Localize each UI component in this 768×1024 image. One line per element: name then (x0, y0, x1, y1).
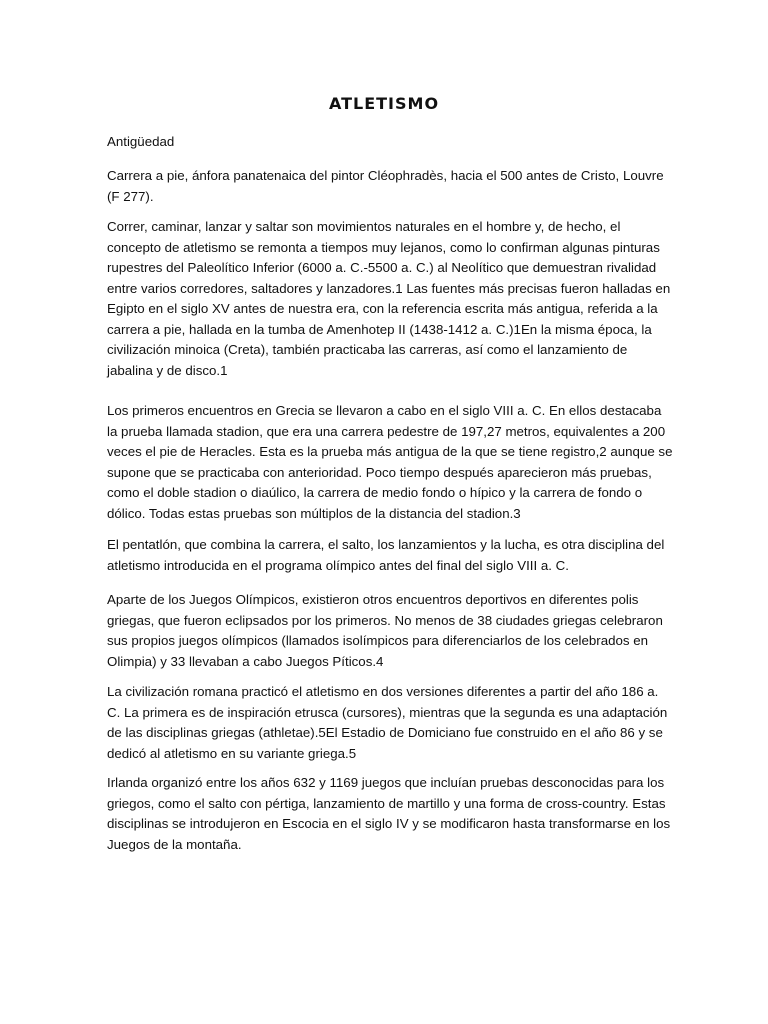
paragraph-6: La civilización romana practicó el atletismo en dos versiones diferentes a partir del año 186 a. C. La primera es de inspiración etrusca (cursores), mientras que la segunda es una adaptación de las disciplinas griegas (athletae).5El Estadio de Domiciano fue construido en el año 86 y se dedicó al atletismo en su variante griega.5 (107, 684, 668, 761)
section-heading: Antigüedad (107, 134, 175, 149)
paragraph-1: Carrera a pie, ánfora panatenaica del pintor Cléophradès, hacia el 500 antes de Cristo, Louvre (F 277). (107, 168, 664, 204)
paragraph-7: Irlanda organizó entre los años 632 y 1169 juegos que incluían pruebas desconocidas para los griegos, como el salto con pértiga, lanzamiento de martillo y una forma de cross-country. Estas disciplinas se introdujeron en Escocia en el siglo IV y se modificaron hasta transformarse en los Juegos de la montaña. (107, 775, 671, 852)
paragraph-4: El pentatlón, que combina la carrera, el salto, los lanzamientos y la lucha, es otra disciplina del atletismo introducida en el programa olímpico antes del final del siglo VIII a. C. (107, 537, 665, 573)
paragraph-2: Correr, caminar, lanzar y saltar son movimientos naturales en el hombre y, de hecho, el concepto de atletismo se remonta a tiempos muy lejanos, como lo confirman algunas pinturas rupestres del Paleolítico Inferior (6000 a. C.-5500 a. C.) al Neolítico que demuestran rivalidad entre varios corredores, saltadores y lanzadores.1 Las fuentes más precisas fueron halladas en Egipto en el siglo XV antes de nuestra era, con la referencia escrita más antigua, referida a la carrera a pie, hallada en la tumba de Amenhotep II (1438-1412 a. C.)1En la misma época, la civilización minoica (Creta), también practicaba las carreras, así como el lanzamiento de jabalina y de disco.1 (107, 219, 671, 378)
document-title: ATLETISMO (328, 94, 440, 113)
paragraph-3: Los primeros encuentros en Grecia se llevaron a cabo en el siglo VIII a. C. En ellos destacaba la prueba llamada stadion, que era una carrera pedestre de 197,27 metros, equivalentes a 200 veces el pie de Heracles. Esta es la prueba más antigua de la que se tiene registro,2 aunque se supone que se practicaba con anterioridad. Poco tiempo después aparecieron más pruebas, como el doble stadion o diaúlico, la carrera de medio fondo o hípico y la carrera de fondo o dólico. Todas estas pruebas son múltiplos de la distancia del stadion.3 (107, 403, 673, 521)
paragraph-5: Aparte de los Juegos Olímpicos, existieron otros encuentros deportivos en diferentes polis griegas, que fueron eclipsados por los primeros. No menos de 38 ciudades griegas celebraron sus propios juegos olímpicos (llamados isolímpicos para diferenciarlos de los celebrados en Olimpia) y 33 llevaban a cabo Juegos Píticos.4 (107, 592, 663, 669)
